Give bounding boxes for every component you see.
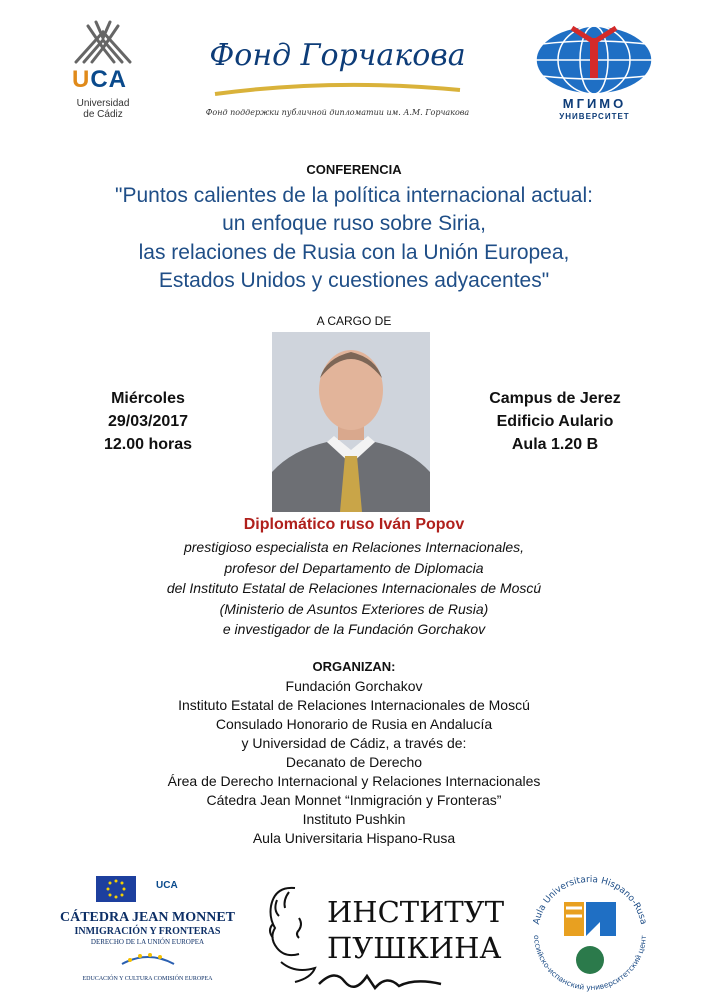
bio-line-5: e investigador de la Fundación Gorchakov bbox=[222, 621, 486, 637]
uca-sub-line1: Universidad bbox=[76, 98, 130, 109]
event-date: 29/03/2017 bbox=[107, 413, 189, 430]
aula-arc-top: Aula Universitaria Hispano-Rusa bbox=[531, 874, 649, 926]
jm-line3: DERECHO DE LA UNIÓN EUROPEA bbox=[90, 938, 205, 946]
bio-line-4: (Ministerio de Asuntos Exteriores de Rusia) bbox=[219, 601, 489, 617]
aula-hispano-rusa-logo bbox=[520, 862, 660, 997]
mgimo-name: МГИМО bbox=[562, 96, 627, 111]
title-line-1: "Puntos calientes de la política internacional actual: bbox=[115, 184, 593, 207]
gorchakov-fund-title: Фонд Горчакова bbox=[209, 38, 466, 73]
organizers-label: ORGANIZAN: bbox=[312, 659, 396, 674]
conference-label: CONFERENCIA bbox=[306, 162, 402, 177]
pushkin-institute-logo bbox=[255, 870, 505, 995]
jm-line4: EDUCACIÓN Y CULTURA COMISIÓN EUROPEA bbox=[82, 976, 213, 982]
eu-flag-icon bbox=[96, 876, 136, 902]
mgimo-logo bbox=[532, 20, 657, 130]
a-cargo-label: A CARGO DE bbox=[316, 314, 392, 328]
event-campus: Campus de Jerez bbox=[489, 390, 621, 407]
uca-logo bbox=[58, 18, 148, 128]
place-block bbox=[470, 387, 640, 456]
pushkin-line2: ПУШКИНА bbox=[327, 931, 502, 965]
pushkin-line1: ИНСТИТУТ bbox=[327, 895, 505, 929]
organizer-item: Aula Universitaria Hispano-Rusa bbox=[252, 830, 456, 846]
education-stars-icon bbox=[118, 950, 178, 970]
organizer-item: Decanato de Derecho bbox=[285, 754, 423, 770]
title-line-3: las relaciones de Rusia con la Unión Europea, bbox=[138, 241, 570, 264]
uca-sub-line2: de Cádiz bbox=[83, 109, 123, 120]
pushkin-signature-icon bbox=[315, 964, 445, 994]
jm-uca-text: UCA bbox=[156, 880, 178, 891]
organizer-item: Consulado Honorario de Rusia en Andalucía bbox=[215, 716, 493, 732]
speaker-portrait-icon bbox=[272, 332, 430, 512]
bio-line-2: profesor del Departamento de Diplomacia bbox=[224, 560, 484, 576]
gold-swoosh-icon bbox=[205, 76, 470, 106]
organizer-item: Instituto Estatal de Relaciones Internacionales de Moscú bbox=[178, 697, 530, 713]
uca-emblem-icon bbox=[58, 18, 148, 66]
aula-arc-bottom: оссийско-испанский университетский цент bbox=[531, 934, 649, 993]
organizer-item: Fundación Gorchakov bbox=[285, 678, 423, 694]
uca-u: U bbox=[72, 66, 91, 93]
uca-ca: CA bbox=[90, 66, 128, 93]
jm-uca-small bbox=[156, 880, 178, 891]
event-time: 12.00 horas bbox=[103, 436, 193, 453]
mgimo-globe-icon bbox=[532, 20, 657, 98]
speaker-photo bbox=[272, 332, 430, 512]
bio-line-3: del Instituto Estatal de Relaciones Internacionales de Moscú bbox=[166, 580, 542, 596]
uca-wordmark bbox=[72, 66, 127, 94]
gorchakov-fund-logo bbox=[205, 30, 470, 125]
event-day: Miércoles bbox=[111, 390, 185, 407]
event-room: Aula 1.20 B bbox=[511, 436, 599, 453]
date-block bbox=[78, 387, 218, 456]
bio-line-1: prestigioso especialista en Relaciones Internacionales, bbox=[183, 539, 525, 555]
speaker-name: Diplomático ruso Iván Popov bbox=[243, 516, 465, 533]
title-line-2: un enfoque ruso sobre Siria, bbox=[222, 212, 486, 235]
gorchakov-fund-subtitle: Фонд поддержки публичной дипломатии им. А.М. Горчакова bbox=[205, 108, 470, 117]
organizer-item: Área de Derecho Internacional y Relaciones Internacionales bbox=[167, 773, 541, 789]
jm-line1: CÁTEDRA JEAN MONNET bbox=[60, 910, 236, 925]
organizer-item: Instituto Pushkin bbox=[302, 811, 406, 827]
pushkin-institute-name bbox=[327, 894, 504, 966]
organizer-item: y Universidad de Cádiz, a través de: bbox=[241, 735, 467, 751]
jm-line2: INMIGRACIÓN Y FRONTERAS bbox=[74, 926, 221, 937]
uca-subtitle bbox=[58, 98, 148, 120]
jean-monnet-logo bbox=[60, 872, 235, 992]
organizer-item: Cátedra Jean Monnet “Inmigración y Fronteras” bbox=[206, 792, 502, 808]
mgimo-subtitle: УНИВЕРСИТЕТ bbox=[559, 112, 630, 121]
event-building: Edificio Aulario bbox=[496, 413, 614, 430]
title-line-4: Estados Unidos y cuestiones adyacentes" bbox=[158, 269, 550, 292]
aula-seal-icon bbox=[520, 862, 660, 997]
